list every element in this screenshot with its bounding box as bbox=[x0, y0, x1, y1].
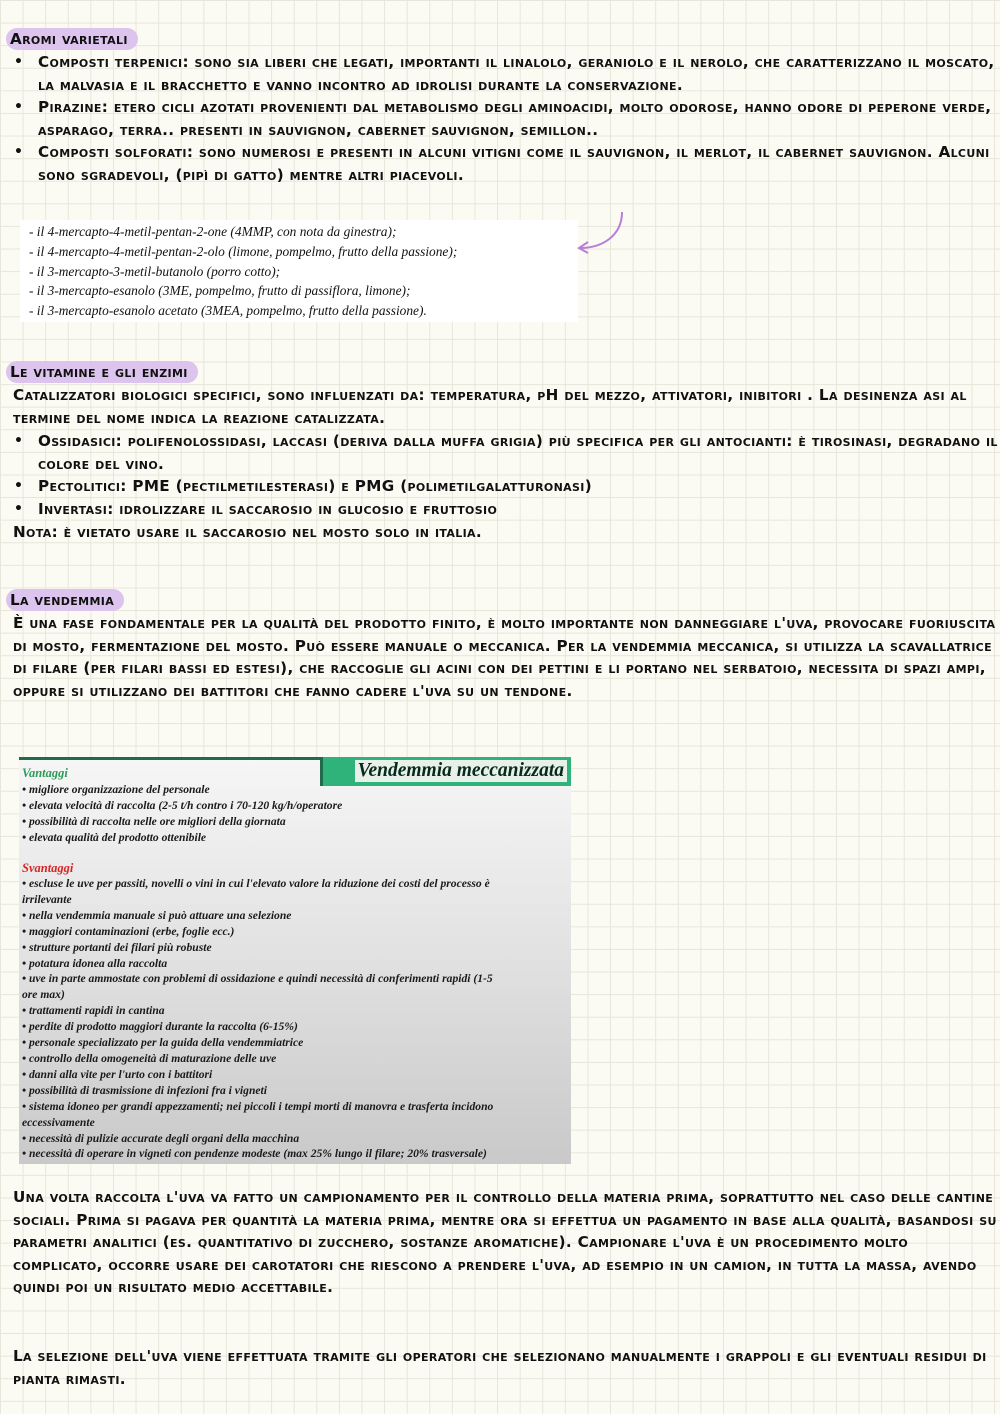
campionamento-paragraph: Una volta raccolta l'uva va fatto un campionamento per il controllo della materia prima, soprattutto nel caso delle cantine sociali. Prima si pagava per quantità la materia prima, mentre ora si effettua un pagamento in base alla qualità, basandosi su parametri analitici (es. quantitativo di zucchero, sostanze aromatiche). Campionare l'uva è un procedimento molto complicato, occorre usare dei carotatori che riescono a prendere l'uva, ad esempio in un camion, in tutta la massa, avendo quindi poi un risultato medio accettabile. bbox=[13, 1188, 997, 1297]
list-item: • trattamenti rapidi in cantina bbox=[22, 1004, 165, 1018]
svantaggi-label: Svantaggi bbox=[22, 861, 74, 875]
list-item: • strutture portanti dei filari più robuste bbox=[22, 940, 212, 954]
list-item: • nella vendemmia manuale si può attuare una selezione bbox=[22, 908, 292, 922]
vantaggi-label: Vantaggi bbox=[22, 766, 68, 780]
snippet-line: - il 3-mercapto-esanolo (3ME, pompelmo, frutto di passiflora, limone); bbox=[29, 283, 411, 299]
list-item: • maggiori contaminazioni (erbe, foglie ecc.) bbox=[22, 924, 235, 938]
list-item: • escluse le uve per passiti, novelli o vini in cui l'elevato valore la riduzione dei costi del processo è bbox=[22, 877, 490, 890]
snippet-line: - il 4-mercapto-4-metil-pentan-2-olo (limone, pompelmo, frutto della passione); bbox=[29, 243, 458, 259]
enzimi-note: Nota: è vietato usare il saccarosio nel mosto solo in italia. bbox=[13, 523, 483, 541]
list-item: • elevata qualità del prodotto ottenibile bbox=[22, 830, 207, 844]
bullet-pectolitici: • Pectolitici: PME (pectilmetilesterasi) e PMG (polimetilgalatturonasi) bbox=[14, 475, 999, 498]
bullet-invertasi: • Invertasi: idrolizzare il saccarosio in glucosio e fruttosio bbox=[14, 498, 999, 521]
vendemmia-meccanizzata-table bbox=[19, 757, 571, 1164]
vendemmia-paragraph: È una fase fondamentale per la qualità del prodotto finito, è molto importante non danneggiare l'uva, provocare fuoriuscita di mosto, fermentazione del mosto. Può essere manuale o meccanica. Per la vendemmia meccanica, si utilizza la scavallatrice di filare (per filari bassi ed estesi), che raccoglie gli acini con dei pettini e li portano nel serbatoio, necessita di spazi ampi, oppure si utilizzano dei battitori che fanno cadere l'uva su un tendone. bbox=[13, 614, 996, 700]
list-item: • sistema idoneo per grandi appezzamenti; nei piccoli i tempi morti di manovra e trasferta incidono bbox=[22, 1099, 494, 1113]
list-item: • possibilità di raccolta nelle ore migliori della giornata bbox=[22, 814, 286, 828]
list-item: ore max) bbox=[22, 988, 65, 1002]
list-item: • necessità di pulizie accurate degli organi della macchina bbox=[22, 1131, 300, 1145]
list-item: • uve in parte ammostate con problemi di ossidazione e quindi necessità di conferimenti rapidi (1-5 bbox=[22, 972, 493, 986]
list-item: • potatura idonea alla raccolta bbox=[22, 956, 168, 970]
curved-arrow-icon bbox=[572, 208, 632, 258]
list-item: • personale specializzato per la guida della vendemmiatrice bbox=[22, 1036, 304, 1050]
selezione-paragraph: La selezione dell'uva viene effettuata tramite gli operatori che selezionano manualmente i grappoli e gli eventuali residui di pianta rimasti. bbox=[13, 1347, 987, 1388]
snippet-line: - il 3-mercapto-3-metil-butanolo (porro cotto); bbox=[29, 263, 281, 279]
bullet-pirazine: • Pirazine: etero cicli azotati provenienti dal metabolismo degli aminoacidi, molto odorose, hanno odore di peperone verde, asparago, terra.. presenti in sauvignon, cabernet sauvignon, semillon.. bbox=[14, 96, 999, 141]
list-item: • danni alla vite per l'urto con i battitori bbox=[22, 1067, 213, 1081]
bullet-ossidasici: • Ossidasici: polifenolossidasi, laccasi (deriva dalla muffa grigia) più specifica per gli antocianti: è tirosinasi, degradano il colore del vino. bbox=[14, 430, 999, 475]
section-heading-vendemmia: La vendemmia bbox=[6, 589, 124, 611]
section-heading-vitamine: Le vitamine e gli enzimi bbox=[6, 361, 198, 383]
snippet-line: - il 3-mercapto-esanolo acetato (3MEA, pompelmo, frutto della passione). bbox=[29, 303, 427, 319]
mercaptan-list-snippet bbox=[20, 220, 578, 322]
list-item: • necessità di operare in vigneti con pendenze modeste (max 25% lungo il filare; 20% trasversale) bbox=[22, 1147, 487, 1161]
bullet-terpenici: • Composti terpenici: sono sia liberi che legati, importanti il linalolo, geraniolo e il nerolo, che caratterizzano il moscato, la malvasia e il bracchetto e vanno incontro ad idrolisi durante la conservazione. bbox=[14, 51, 999, 96]
list-item: irrilevante bbox=[22, 892, 72, 906]
enzimi-intro: Catalizzatori biologici specifici, sono influenzati da: temperatura, pH del mezzo, attivatori, inibitori . La desinenza asi al termine del nome indica la reazione catalizzata. bbox=[13, 386, 967, 427]
bullet-solforati: • Composti solforati: sono numerosi e presenti in alcuni vitigni come il sauvignon, il merlot, il cabernet sauvignon. Alcuni sono sgradevoli, (pipì di gatto) mentre altri piacevoli. bbox=[14, 141, 999, 186]
svantaggi-list bbox=[22, 876, 567, 1162]
enzimi-bullet-list bbox=[14, 430, 999, 520]
list-item: • perdite di prodotto maggiori durante la raccolta (6-15%) bbox=[22, 1020, 298, 1034]
table-title: Vendemmia meccanizzata bbox=[355, 760, 567, 782]
table-top-rule bbox=[19, 757, 323, 760]
list-item: • elevata velocità di raccolta (2-5 t/h contro i 70-120 kg/h/operatore bbox=[22, 798, 343, 812]
list-item: • controllo della omogeneità di maturazione delle uve bbox=[22, 1051, 277, 1065]
section-heading-aromi: Aromi varietali bbox=[6, 28, 138, 50]
list-item: • migliore organizzazione del personale bbox=[22, 783, 210, 796]
aromi-bullet-list bbox=[14, 51, 999, 187]
list-item: eccessivamente bbox=[22, 1115, 95, 1129]
snippet-line: - il 4-mercapto-4-metil-pentan-2-one (4MMP, con nota da ginestra); bbox=[29, 224, 397, 239]
list-item: • possibilità di trasmissione di infezioni fra i vigneti bbox=[22, 1083, 267, 1097]
vantaggi-list bbox=[22, 782, 567, 846]
